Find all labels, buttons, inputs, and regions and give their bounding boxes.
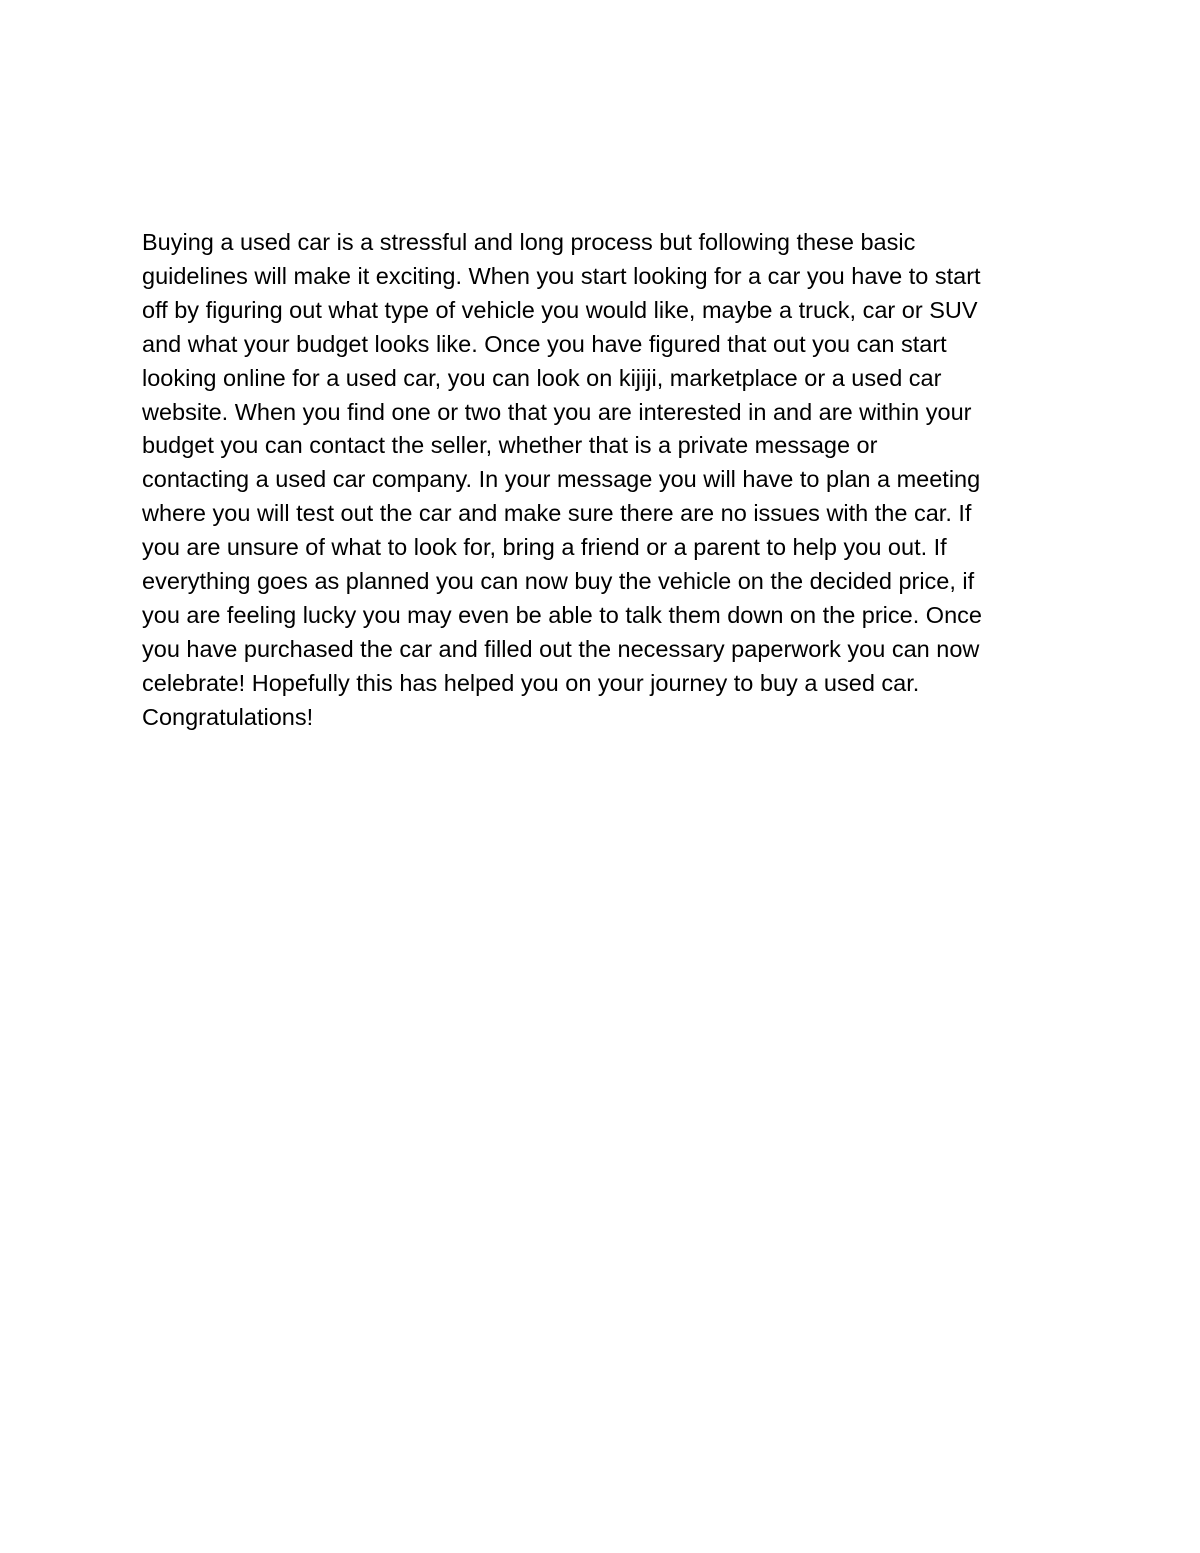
paragraph-line: Congratulations! [142, 703, 314, 730]
paragraph-line: looking online for a used car, you can look on kijiji, marketplace or a used car [142, 364, 942, 391]
paragraph-line: where you will test out the car and make sure there are no issues with the car. If [142, 500, 972, 527]
paragraph-line: contacting a used car company. In your message you will have to plan a meeting [142, 466, 981, 493]
paragraph-line: website. When you find one or two that you are interested in and are within your [142, 398, 972, 425]
paragraph-line: and what your budget looks like. Once you have figured that out you can start [142, 330, 947, 357]
paragraph-line: you are feeling lucky you may even be able to talk them down on the price. Once [142, 601, 982, 628]
paragraph-line: you have purchased the car and filled out the necessary paperwork you can now [142, 635, 980, 662]
paragraph-line: you are unsure of what to look for, bring a friend or a parent to help you out. If [142, 534, 947, 561]
paragraph-line: Buying a used car is a stressful and long process but following these basic [142, 229, 916, 255]
body-paragraph [142, 226, 1072, 735]
paragraph-line: everything goes as planned you can now buy the vehicle on the decided price, if [142, 568, 975, 595]
paragraph-line: off by figuring out what type of vehicle you would like, maybe a truck, car or SUV [142, 296, 978, 323]
paragraph-line: budget you can contact the seller, whether that is a private message or [142, 432, 878, 459]
paragraph-line: celebrate! Hopefully this has helped you on your journey to buy a used car. [142, 669, 920, 696]
paragraph-line: guidelines will make it exciting. When you start looking for a car you have to start [142, 262, 981, 289]
